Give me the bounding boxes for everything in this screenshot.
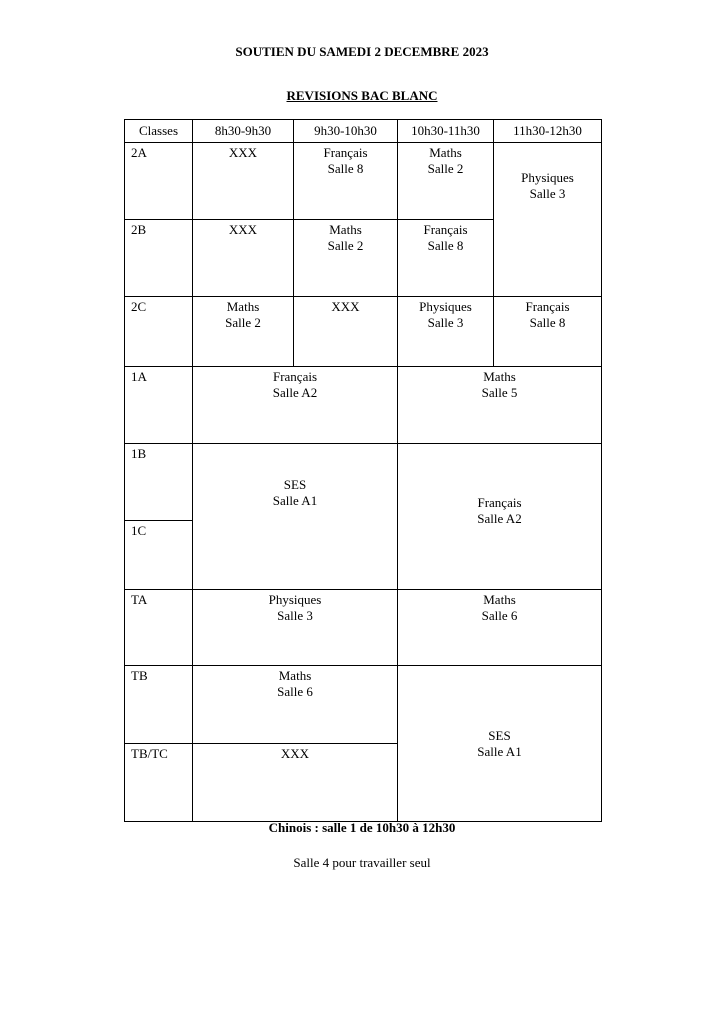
cell-1a-late-morning: [398, 367, 602, 444]
room-text: Salle 2: [427, 161, 464, 176]
cell-2a-2b-slot-4: [494, 143, 602, 297]
room-text: Salle 6: [481, 608, 518, 623]
cell-tb-morning: [193, 666, 398, 744]
room-text: Salle 6: [277, 684, 313, 699]
chinese-class-note: Chinois : salle 1 de 10h30 à 12h30: [268, 820, 456, 835]
class-label-2a: 2A: [125, 143, 193, 220]
cell-2c-slot-3: [398, 297, 494, 367]
class-label-tbtc: TB/TC: [125, 744, 193, 822]
subject-text: Maths: [429, 145, 462, 160]
room-text: Salle 8: [427, 238, 464, 253]
class-label-tb: TB: [125, 666, 193, 744]
cell-tbtc-morning: XXX: [193, 744, 398, 822]
study-room-note: Salle 4 pour travailler seul: [293, 855, 431, 870]
class-label-2b: 2B: [125, 220, 193, 297]
subject-text: Maths: [483, 369, 516, 384]
header-cell-slot-4: 11h30-12h30: [494, 120, 602, 143]
table-row-2c: [125, 297, 602, 367]
class-label-ta: TA: [125, 590, 193, 666]
room-text: Salle 3: [277, 608, 313, 623]
class-label-1b: 1B: [125, 444, 193, 521]
subject-text: Français: [323, 145, 368, 160]
subject-text: Français: [477, 494, 522, 510]
cell-2c-slot-2: XXX: [294, 297, 398, 367]
subject-text: Maths: [226, 299, 260, 314]
table-row-tb: [125, 666, 602, 744]
room-text: Salle 5: [481, 385, 518, 400]
header-cell-slot-3: 10h30-11h30: [398, 120, 494, 143]
room-text: Salle A1: [477, 743, 522, 759]
schedule-table: [124, 119, 602, 822]
subject-text: Maths: [483, 592, 516, 607]
table-row-2a: [125, 143, 602, 220]
room-text: Salle 8: [529, 315, 566, 330]
cell-1b-1c-late-morning: [398, 444, 602, 590]
document-title: SOUTIEN DU SAMEDI 2 DECEMBRE 2023: [235, 44, 489, 59]
subject-text: Physiques: [521, 169, 574, 185]
room-text: Salle 3: [529, 185, 566, 201]
cell-tb-tbtc-late-morning: [398, 666, 602, 822]
subject-text: Physiques: [268, 592, 322, 607]
subject-text: Maths: [278, 668, 312, 683]
header-cell-slot-2: 9h30-10h30: [294, 120, 398, 143]
cell-ta-late-morning: [398, 590, 602, 666]
subject-text: Français: [272, 369, 318, 384]
cell-ta-morning: [193, 590, 398, 666]
cell-2c-slot-1: [193, 297, 294, 367]
subject-text: SES: [283, 477, 307, 492]
cell-2b-slot-2: [294, 220, 398, 297]
room-text: Salle 8: [327, 161, 364, 176]
header-cell-slot-1: 8h30-9h30: [193, 120, 294, 143]
subject-text: Maths: [329, 222, 362, 237]
cell-2b-slot-1: XXX: [193, 220, 294, 297]
class-label-2c: 2C: [125, 297, 193, 367]
table-row-ta: [125, 590, 602, 666]
cell-2c-slot-4: [494, 297, 602, 367]
subject-text: Physiques: [419, 299, 472, 314]
document-subtitle: REVISIONS BAC BLANC: [286, 88, 438, 103]
class-label-1a: 1A: [125, 367, 193, 444]
class-label-1c: 1C: [125, 521, 193, 590]
header-cell-classes: Classes: [125, 120, 193, 143]
room-text: Salle 3: [427, 315, 464, 330]
room-text: Salle 2: [327, 238, 364, 253]
room-text: Salle A2: [477, 510, 522, 526]
room-text: Salle 2: [225, 315, 261, 330]
subject-text: Français: [525, 299, 570, 314]
cell-2a-slot-1: XXX: [193, 143, 294, 220]
cell-1b-1c-morning: [193, 444, 398, 590]
subject-text: Français: [423, 222, 468, 237]
table-row-1b: [125, 444, 602, 521]
cell-2a-slot-3: [398, 143, 494, 220]
cell-1a-morning: [193, 367, 398, 444]
subject-text: SES: [488, 727, 511, 743]
room-text: Salle A1: [272, 493, 318, 508]
header-row: [125, 120, 602, 143]
table-row-1a: [125, 367, 602, 444]
cell-2a-slot-2: [294, 143, 398, 220]
cell-2b-slot-3: [398, 220, 494, 297]
room-text: Salle A2: [272, 385, 318, 400]
